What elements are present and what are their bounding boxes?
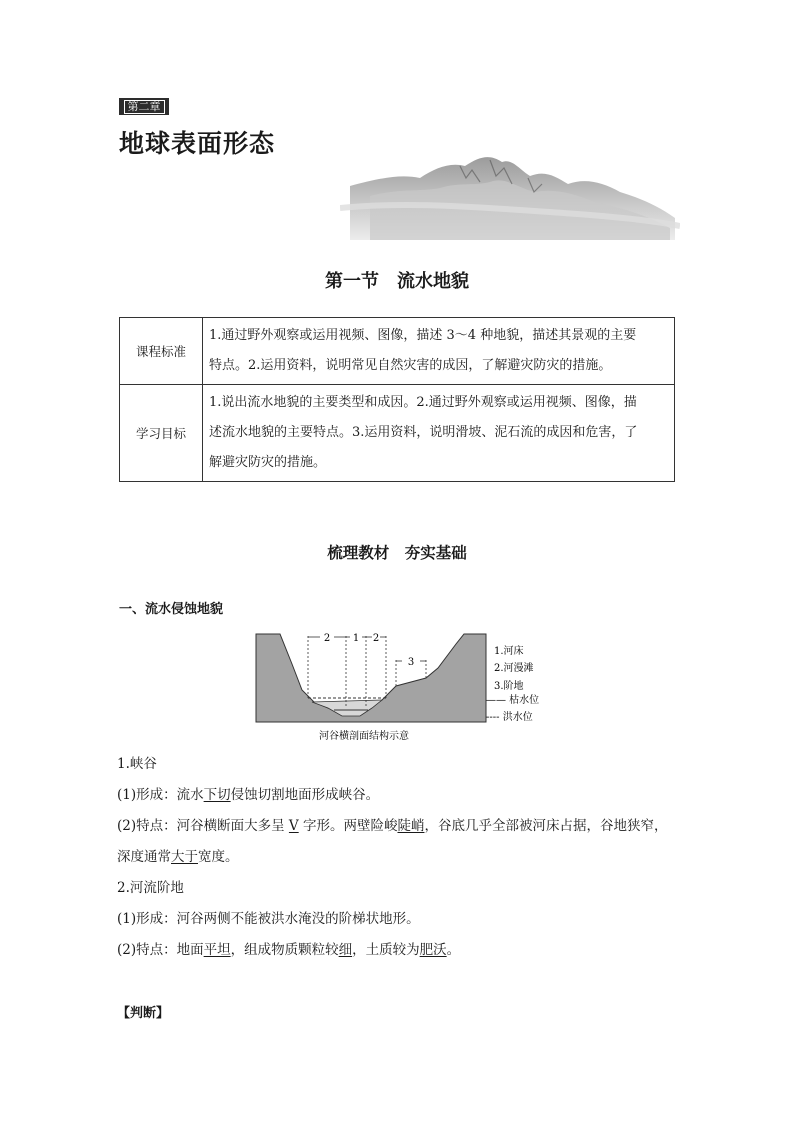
item1-features-cont: 深度通常大于宽度。 — [117, 849, 239, 865]
text-line: 1.说出流水地貌的主要类型和成因。2.通过野外观察或运用视频、图像，描 — [209, 395, 637, 410]
table-row — [120, 385, 675, 482]
item1-title: 1.峡谷 — [117, 756, 157, 772]
dim-label: 2 — [372, 633, 380, 644]
part-title: 梳理教材 夯实基础 — [327, 544, 467, 562]
table-row — [120, 318, 675, 385]
item1-formation: (1)形成：流水下切侵蚀切割地面形成峡谷。 — [117, 787, 380, 803]
mountain-illustration — [340, 148, 680, 240]
figure-caption: 河谷横剖面结构示意 — [319, 731, 409, 742]
item2-formation: (1)形成：河谷两侧不能被洪水淹没的阶梯状地形。 — [117, 911, 420, 927]
chapter-title: 地球表面形态 — [119, 129, 276, 158]
chapter-tag: 第二章 — [119, 98, 169, 115]
row-label: 学习目标 — [120, 385, 203, 482]
row-text — [203, 318, 675, 385]
item1-features: (2)特点：河谷横断面大多呈 V 字形。两壁险峻陡峭，谷底几乎全部被河床占据，谷地狭窄， — [117, 818, 668, 834]
row-text — [203, 385, 675, 482]
item2-features: (2)特点：地面平坦，组成物质颗粒较细，土质较为肥沃。 — [117, 942, 461, 958]
standards-table — [119, 317, 675, 482]
dim-label: 2 — [323, 633, 331, 644]
legend-item: 2.河漫滩 — [494, 663, 534, 674]
text-line: 解避灾防灾的措施。 — [209, 455, 327, 470]
item2-title: 2.河流阶地 — [117, 880, 184, 896]
heading-one: 一、流水侵蚀地貌 — [119, 602, 224, 617]
dim-label: 3 — [407, 657, 415, 668]
section-title: 第一节 流水地貌 — [325, 271, 469, 292]
dim-label: 1 — [352, 633, 360, 644]
text-line: 1.通过野外观察或运用视频、图像，描述 3～4 种地貌，描述其景观的主要 — [209, 328, 637, 343]
legend-item: 1.河床 — [494, 646, 524, 657]
legend-item: —— 枯水位 — [486, 695, 540, 706]
text-line: 述流水地貌的主要特点。3.运用资料，说明滑坡、泥石流的成因和危害，了 — [209, 425, 638, 440]
row-label: 课程标准 — [120, 318, 203, 385]
legend-item: ---- 洪水位 — [486, 712, 533, 723]
valley-cross-section-figure — [250, 628, 550, 746]
judge-label: 【判断】 — [117, 1006, 170, 1021]
legend-item: 3.阶地 — [494, 681, 524, 692]
text-line: 特点。2.运用资料，说明常见自然灾害的成因，了解避灾防灾的措施。 — [209, 358, 612, 373]
